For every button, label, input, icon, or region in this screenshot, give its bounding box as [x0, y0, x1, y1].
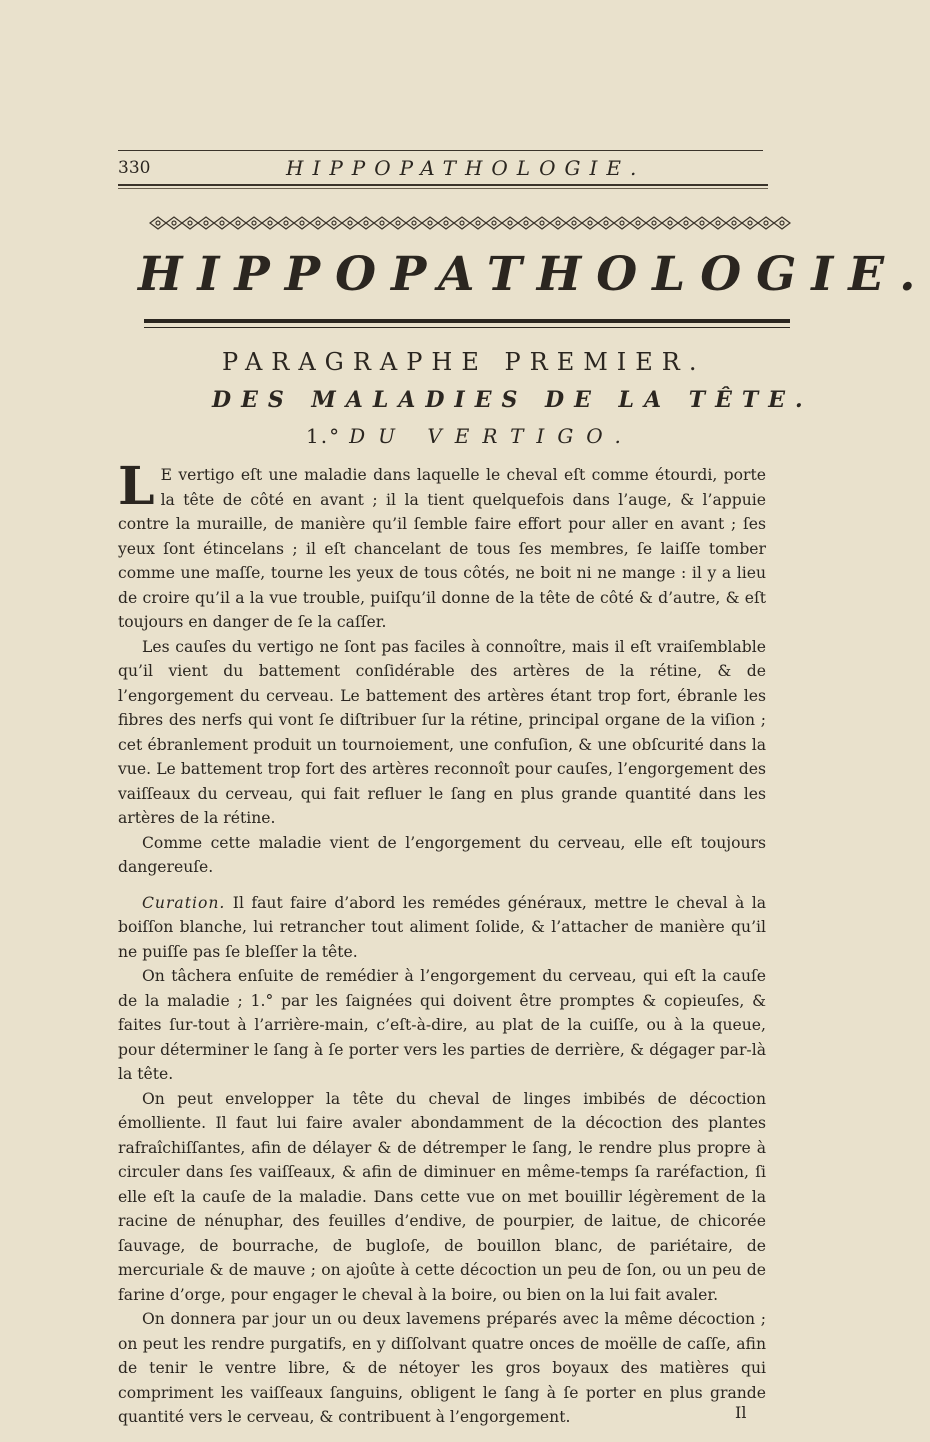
running-title: HIPPOPATHOLOGIE.: [286, 156, 646, 180]
ornament-dot: [764, 221, 768, 225]
ornament-dot: [300, 221, 304, 225]
drop-cap: L: [118, 456, 155, 517]
ornament-dot: [508, 221, 512, 225]
ornament-link: [422, 217, 438, 229]
ornament-dot: [444, 221, 448, 225]
ornament-dot: [524, 221, 528, 225]
ornament-link: [614, 217, 630, 229]
subheading: [306, 424, 634, 448]
ornament-dot: [684, 221, 688, 225]
ornament-link: [598, 217, 614, 229]
ornament-dot: [380, 221, 384, 225]
ornament-link: [710, 217, 726, 229]
ornament-link: [358, 217, 374, 229]
paragraph-heading: PARAGRAPHE PREMIER.: [222, 348, 706, 376]
ornament-dot: [556, 221, 560, 225]
header-rule-bottom-thin: [118, 188, 768, 189]
ornament-link: [310, 217, 326, 229]
header-rule-bottom: [118, 184, 768, 186]
ornament-link: [278, 217, 294, 229]
ornament-dot: [364, 221, 368, 225]
ornament-link: [326, 217, 342, 229]
page-number: 330: [118, 158, 151, 178]
ornament-dot: [236, 221, 240, 225]
paragraph-2: Les cauſes du vertigo ne ſont pas faciles à connoître, mais il eſt vraiſemblable qu’il vient du battement conſidérable des artères de la rétine, & de l’engorgement du cerveau. Le battement des artères étant trop fort, ébranle les fibres des nerfs qui vont ſe diſtribuer ſur la rétine, principal organe de la viſion ; cet ébranlement produit un tournoiement, une confuſion, & une obſcurité dans la vue. Le battement trop fort des artères reconnoît pour cauſes, l’engorgement des vaiſſeaux du cerveau, qui fait refluer le ſang en plus grande quantité dans les artères de la rétine.: [118, 637, 766, 827]
section-heading: DES MALADIES DE LA TÊTE.: [212, 387, 813, 413]
paragraph-text: Il faut faire d’abord les remédes généraux, mettre le cheval à la boiſſon blanche, lui retrancher tout aliment ſolide, & l’attacher de manière qu’il ne puiſſe pas ſe bleſſer la tête.: [118, 893, 766, 961]
ornament-dot: [700, 221, 704, 225]
ornament-link: [390, 217, 406, 229]
ornament-dot: [604, 221, 608, 225]
ornament-dot: [348, 221, 352, 225]
ornament-dot: [620, 221, 624, 225]
ornament-link: [182, 217, 198, 229]
ornament-dot: [412, 221, 416, 225]
ornament-dot: [476, 221, 480, 225]
ornament-dot: [268, 221, 272, 225]
ornament-link: [774, 217, 790, 229]
ornament-link: [454, 217, 470, 229]
ornament-link: [662, 217, 678, 229]
ornament-dot: [748, 221, 752, 225]
paragraph-6: On peut envelopper la tête du cheval de linges imbibés de décoction émolliente. Il faut lui faire avaler abondamment de la décoction des plantes rafraîchiſſantes, afin de délayer & de détremper le ſang, le rendre plus propre à circuler dans ſes vaiſſeaux, & afin de diminuer en même-temps ſa raréfaction, ſi elle eſt la cauſe de la maladie. Dans cette vue on met bouillir légèrement de la racine de nénuphar, des feuilles d’endive, de pourpier, de laitue, de chicorée ſauvage, de bourrache, de bugloſe, de bouillon blanc, de pariétaire, de mercuriale & de mauve ; on ajoûte à cette décoction un peu de ſon, ou un peu de farine d’orge, pour engager le cheval à la boire, ou bien on la lui fait avaler.: [118, 1089, 766, 1304]
curation-label: Curation.: [142, 893, 226, 912]
subheading-text: DU VERTIGO.: [349, 424, 634, 448]
ornament-dot: [188, 221, 192, 225]
ornament-link: [230, 217, 246, 229]
paragraph-1: [118, 456, 766, 635]
ornament-dot: [732, 221, 736, 225]
ornament-link: [582, 217, 598, 229]
ornament-link: [518, 217, 534, 229]
ornament-dot: [652, 221, 656, 225]
body-text: [118, 456, 766, 1430]
ornament-dot: [588, 221, 592, 225]
ornament-link: [630, 217, 646, 229]
ornament-link: [406, 217, 422, 229]
ornament-dot: [492, 221, 496, 225]
ornament-dot: [172, 221, 176, 225]
ornament-link: [550, 217, 566, 229]
ornament-link: [566, 217, 582, 229]
ornament-dot: [220, 221, 224, 225]
ornament-link: [214, 217, 230, 229]
paragraph-5: On tâchera enſuite de remédier à l’engorgement du cerveau, qui eſt la cauſe de la maladie ; 1.° par les ſaignées qui doivent être promptes & copieuſes, & faites ſur-tout à l’arrière-main, c’eſt-à-dire, au plat de la cuiſſe, ou à la queue, pour déterminer le ſang à ſe porter vers les parties de derrière, & dégager par-là la tête.: [118, 967, 766, 1083]
ornament-dot: [780, 221, 784, 225]
ornament-dot: [252, 221, 256, 225]
ornament-dot: [204, 221, 208, 225]
ornament-dot: [332, 221, 336, 225]
ornament-dot: [428, 221, 432, 225]
ornament-dot: [316, 221, 320, 225]
catchword: Il: [735, 1403, 747, 1422]
paragraph-7: On donnera par jour un ou deux lavemens préparés avec la même décoction ; on peut les rendre purgatifs, en y diſſolvant quatre onces de moëlle de caſſe, afin de tenir le ventre libre, & de nétoyer les gros boyaux des matières qui compriment les vaiſſeaux ſanguins, obligent le ſang à ſe porter en plus grande quantité vers le cerveau, & contribuent à l’engorgement.: [118, 1310, 766, 1426]
header-rule-top: [118, 150, 763, 151]
paragraph-3: Comme cette maladie vient de l’engorgement du cerveau, elle eſt toujours dangereuſe.: [118, 833, 766, 876]
ornament-link: [486, 217, 502, 229]
ornament-dot: [572, 221, 576, 225]
running-head: [118, 150, 768, 190]
subheading-number: 1.°: [306, 424, 342, 448]
ornament-dot: [540, 221, 544, 225]
chapter-title: HIPPOPATHOLOGIE.: [138, 247, 930, 302]
ornament-link: [694, 217, 710, 229]
title-rule-thick: [144, 319, 790, 323]
paragraph-curation: [118, 891, 766, 965]
ornament-dot: [668, 221, 672, 225]
ornament-link: [758, 217, 774, 229]
paragraph-text: E vertigo eſt une maladie dans laquelle le cheval eſt comme étourdi, porte la tête de côté en avant ; il la tient quelquefois dans l’auge, & l’appuie contre la muraille, de manière qu’il ſemble faire effort pour aller en avant ; ſes yeux ſont étincelans ; il eſt chancelant de tous ſes membres, ſe laiſſe tomber comme une maſſe, tourne les yeux de tous côtés, ne boit ni ne mange : il y a lieu de croire qu’il a la vue trouble, puiſqu’il donne de la tête de côté & d’autre, & eſt toujours en danger de ſe la caſſer.: [118, 466, 766, 631]
ornament-link: [246, 217, 262, 229]
ornament-link: [294, 217, 310, 229]
ornament-band: [148, 214, 790, 232]
ornament-dot: [396, 221, 400, 225]
ornament-dot: [284, 221, 288, 225]
ornament-link: [262, 217, 278, 229]
ornament-link: [150, 217, 166, 229]
ornament-link: [166, 217, 182, 229]
ornament-link: [438, 217, 454, 229]
ornament-link: [470, 217, 486, 229]
ornament-link: [374, 217, 390, 229]
ornament-link: [646, 217, 662, 229]
title-rule-thin: [144, 327, 790, 328]
ornament-link: [534, 217, 550, 229]
ornament-link: [678, 217, 694, 229]
ornament-link: [502, 217, 518, 229]
ornament-dot: [716, 221, 720, 225]
ornament-dot: [156, 221, 160, 225]
ornament-link: [742, 217, 758, 229]
ornament-dot: [460, 221, 464, 225]
ornament-link: [342, 217, 358, 229]
ornament-link: [198, 217, 214, 229]
ornament-dot: [636, 221, 640, 225]
ornament-link: [726, 217, 742, 229]
